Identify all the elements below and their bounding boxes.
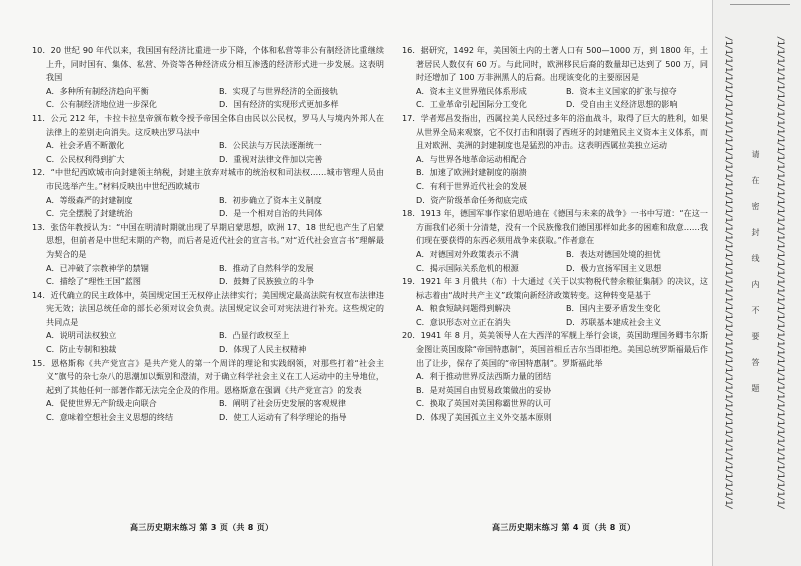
seal-line-left: /1/1/1/1/1/1/1/1/1/1/1/1/1/1/1/1/1/1/1/1/1/1/1/1/1/1/1/1/1/1/1/1/1/1/1/1/1/1/1/1/1/1/1/1/1/1/1/1/1/1/1/1/1/: [723, 36, 733, 509]
answer-option: B．公民法与万民法逐渐统一: [219, 140, 322, 151]
question-stem: 15．恩格斯称《共产党宣言》是共产党人的第一个周详的理论和实践纲领，对那些打着“社会主义”旗号的杂七杂八的思潮加以甄别和澄清，对于确立科学社会主义在工人运动中的主导地位，起到了其他任何一部著作都无法完全企及的作用。恩格斯意在强调《共产党宣言》的发表: [32, 357, 384, 395]
answer-option: A．促使世界无产阶级走向联合: [46, 398, 157, 409]
question-block: [402, 112, 708, 207]
answer-options: [32, 139, 384, 166]
answer-option: D．鼓舞了民族独立的斗争: [219, 276, 315, 287]
answer-option: A．多种所有制经济趋向平衡: [46, 85, 149, 96]
question-block: [32, 44, 384, 112]
answer-option: B．国内主要矛盾发生变化: [566, 303, 661, 314]
answer-options: [402, 85, 708, 112]
answer-option: A．等级森严的封建制度: [46, 194, 133, 205]
question-stem: 14．近代确立的民主政体中，英国规定国王无权停止法律实行；美国规定最高法院有权宣布法律违宪无效；法国总统任命的部长必须对议会负责。法国规定议会可对宪法进行补充。这些规定的共同点是: [32, 289, 384, 327]
answer-option: B．表达对德国处境的担忧: [566, 248, 661, 259]
left-column: [32, 44, 384, 425]
answer-option: A．利于推动世界反法西斯力量的团结: [416, 371, 552, 382]
binding-corner-rule: [730, 4, 790, 27]
answer-option: C．防止专制和独裁: [46, 344, 117, 355]
answer-option: A．粮食短缺问题得到解决: [416, 303, 511, 314]
answer-options: [402, 153, 708, 207]
answer-option: C．意识形态对立正在消失: [416, 316, 511, 327]
answer-option: D．受自由主义经济思想的影响: [566, 99, 678, 110]
question-block: [402, 329, 708, 424]
question-stem: 20．1941 年 8 月，英美领导人在大西洋的军舰上举行会谈，英国助理国务卿韦尔斯金图让英国废除“帝国特惠制”，英国首相丘吉尔当即拒绝。美国总统罗斯福最后作出了让步，保存了英国的“帝国特惠制”。罗斯福此举: [402, 330, 708, 368]
answer-options: [32, 194, 384, 221]
answer-options: [32, 85, 384, 112]
answer-option: A．与世界各地革命运动相配合: [416, 153, 527, 164]
question-stem: 17．学者郑昌发指出，西属拉美人民经过多年的浴血战斗，取得了巨大的胜利，如果从世界全局来观察，它不仅打击和削弱了西班牙的封建殖民主义资本主义体系，而且对欧洲、美洲的封建制度也是猛烈的冲击。这表明西属拉美独立运动: [402, 112, 708, 151]
answer-option: D．体现了人民主权精神: [219, 344, 307, 355]
answer-option: D．极力宣扬军国主义思想: [566, 262, 662, 273]
question-block: [402, 207, 708, 275]
answer-option: B．资本主义国家的扩张与掠夺: [566, 85, 677, 96]
answer-option: C．公民权利得到扩大: [46, 153, 125, 164]
question-stem: 11．公元 212 年，卡拉卡拉皇帝颁布敕令授予帝国全体自由民以公民权，罗马人与境内外邦人在法律上的差别走向消失。这反映出罗马法中: [32, 112, 384, 137]
right-column: [402, 44, 708, 425]
page-3-footer: 高三历史期末练习 第 3 页（共 8 页）: [130, 523, 274, 532]
answer-option: C．公有制经济地位进一步深化: [46, 99, 157, 110]
question-block: [402, 44, 708, 112]
answer-option: C．意味着空想社会主义思想的终结: [46, 412, 174, 423]
question-block: [402, 275, 708, 329]
question-block: [32, 166, 384, 220]
answer-option: B．凸显行政权至上: [219, 330, 290, 341]
answer-option: A．社会矛盾不断激化: [46, 140, 125, 151]
question-stem: 12．“中世纪西欧城市向封建领主纳税，封建主放弃对城市的统治权和司法权……城市管理人员由市民选举产生。”材料反映出中世纪西欧城市: [32, 167, 384, 191]
question-block: [32, 221, 384, 289]
answer-option: D．苏联基本建成社会主义: [566, 316, 662, 327]
answer-option: D．资产阶级革命任务彻底完成: [416, 194, 528, 205]
seal-line-right: /1/1/1/1/1/1/1/1/1/1/1/1/1/1/1/1/1/1/1/1/1/1/1/1/1/1/1/1/1/1/1/1/1/1/1/1/1/1/1/1/1/1/1/1/1/1/1/1/1/1/1/1/1/: [775, 36, 785, 509]
seal-warning-text: 请在密封线内不要答题: [751, 150, 760, 410]
answer-option: A．资本主义世界殖民体系形成: [416, 85, 527, 96]
answer-option: C．工业革命引起国际分工变化: [416, 99, 527, 110]
answer-option: A．已冲破了宗教神学的禁锢: [46, 262, 149, 273]
answer-option: D．重视对法律文件加以完善: [219, 153, 323, 164]
page-4-footer: 高三历史期末练习 第 4 页（共 8 页）: [492, 523, 636, 532]
answer-options: [32, 329, 384, 356]
question-stem: 16．据研究，1492 年，美国领土内的土著人口有 500—1000 万，到 1800 年，土著居民人数仅有 60 万。与此同时，欧洲移民后裔的数量却已达到了 500 万，同时还增加了 100 万非洲黑人的后裔。出现该变化的主要原因是: [402, 45, 708, 83]
answer-option: D．国有经济的实现形式更加多样: [219, 99, 339, 110]
answer-option: D．是一个相对自治的共同体: [219, 208, 323, 219]
answer-option: B．是对英国自由贸易政策做出的妥协: [416, 384, 552, 395]
answer-option: C．描绘了“理性王国”蓝图: [46, 276, 141, 287]
answer-option: A．说明司法权独立: [46, 330, 117, 341]
answer-option: C．完全摆脱了封建统治: [46, 208, 133, 219]
question-stem: 10．20 世纪 90 年代以来，我国国有经济比重进一步下降，个体和私营等非公有制经济比重继续上升，同时国有、集体、私营、外资等各种经济成分相互渗透的经济形式进一步发展。这表明我国: [32, 45, 384, 83]
answer-option: B．推动了自然科学的发展: [219, 262, 314, 273]
answer-option: B．阐明了社会历史发展的客观规律: [219, 398, 346, 409]
answer-option: A．对德国对外政策表示不满: [416, 248, 519, 259]
answer-options: [402, 302, 708, 329]
question-stem: 13．张岱年教授认为：“中国在明清时期就出现了早期启蒙思想，欧洲 17、18 世纪也产生了启蒙思想，但前者是中世纪末期的产物，而后者是近代社会的宣言书。”对“近代社会宣言书”理解最为契合的是: [32, 221, 384, 259]
question-block: [32, 357, 384, 425]
question-stem: 19．1921 年 3 月俄共（布）十大通过《关于以实物税代替余粮征集制》的决议，这标志着由“战时共产主义”政策向新经济政策转变。这种转变是基于: [402, 276, 708, 300]
answer-option: B．初步确立了资本主义制度: [219, 194, 322, 205]
question-stem: 18．1913 年，德国军事作家伯恩哈迪在《德国与未来的战争》一书中写道：“在这一方面我们必须十分清楚，没有一个民族像我们德国那样如此多的困难和敌意……我们现在要获得的东西必须用战争来获取。”作者意在: [402, 208, 708, 246]
answer-option: D．使工人运动有了科学理论的指导: [219, 412, 347, 423]
answer-options: [402, 248, 708, 275]
answer-option: D．体现了美国孤立主义外交基本原则: [416, 412, 552, 423]
answer-option: C．换取了英国对美国称霸世界的认可: [416, 398, 552, 409]
question-block: [32, 112, 384, 166]
answer-options: [32, 262, 384, 289]
answer-options: [402, 370, 708, 424]
answer-option: C．有利于世界近代社会的发展: [416, 180, 527, 191]
answer-option: B．实现了与世界经济的全面接轨: [219, 85, 338, 96]
answer-options: [32, 397, 384, 424]
answer-option: B．加速了欧洲封建制度的崩溃: [416, 167, 527, 178]
question-block: [32, 289, 384, 357]
answer-option: C．揭示国际关系危机的根源: [416, 262, 519, 273]
